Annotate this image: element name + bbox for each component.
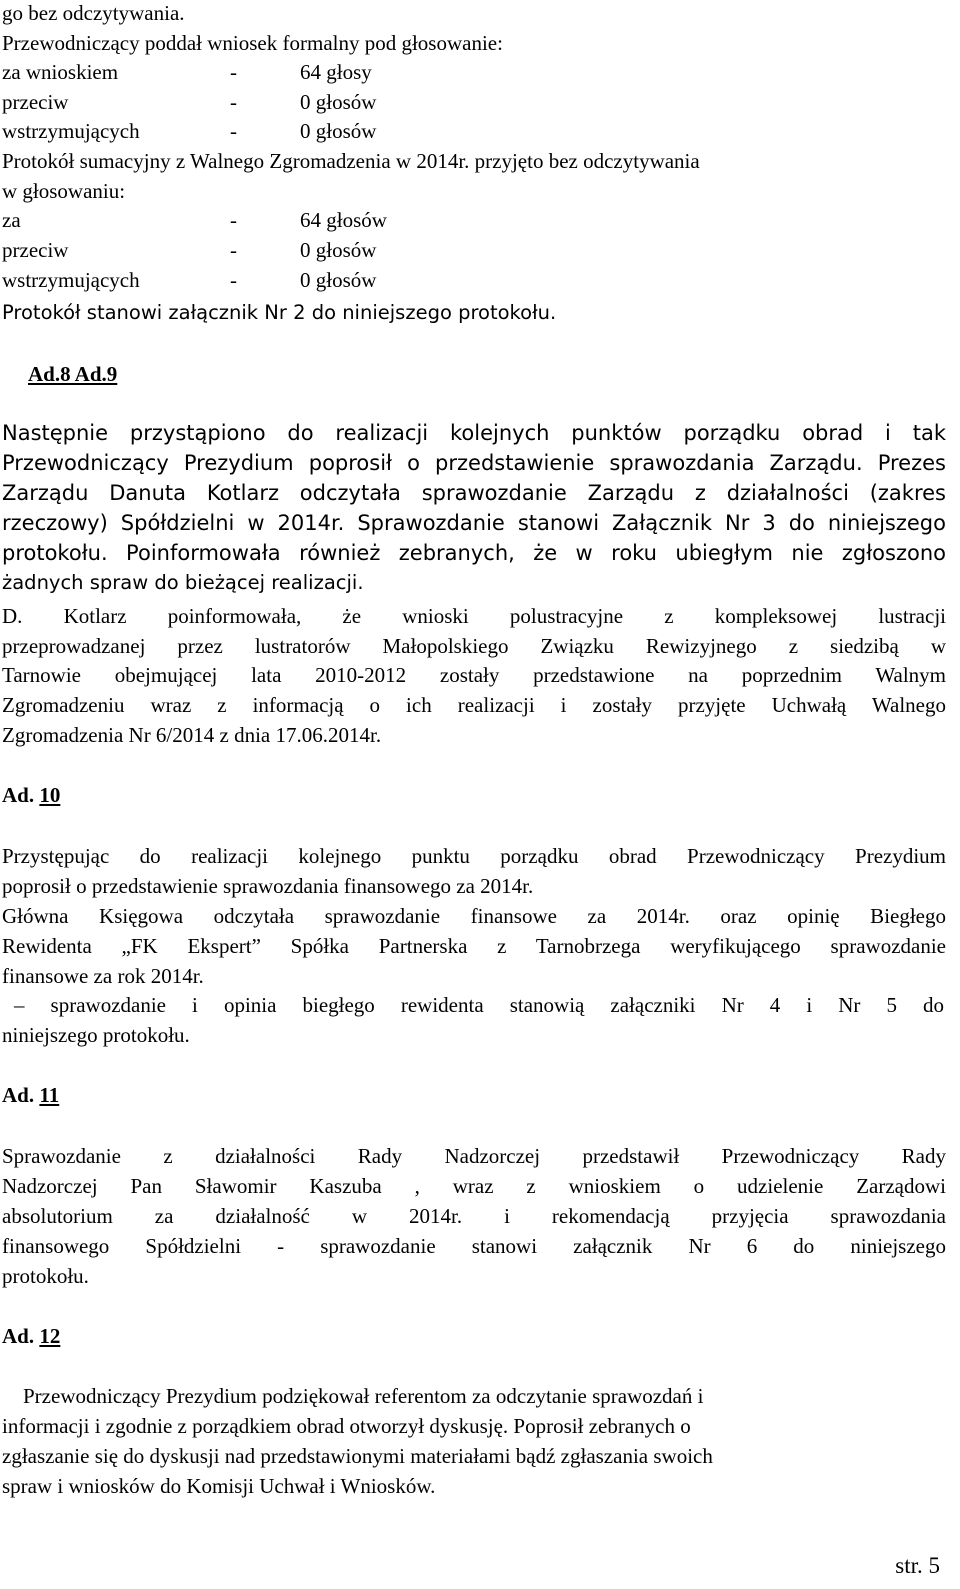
vote-value: 64 głosy	[300, 60, 372, 84]
vote-dash: -	[230, 60, 237, 84]
vote-label: za	[2, 208, 21, 232]
paragraph-line: poprosił o przedstawienie sprawozdania finansowego za 2014r.	[2, 874, 534, 898]
paragraph-line: Nadzorczej Pan Sławomir Kaszuba , wraz z wnioskiem o udzielenie Zarządowi	[2, 1174, 946, 1198]
paragraph-line: zgłaszanie się do dyskusji nad przedstawionymi materiałami bądź zgłaszania swoich	[2, 1444, 713, 1468]
paragraph-line: protokołu.	[2, 1264, 89, 1288]
section-heading-ad12: Ad. 12	[2, 1324, 61, 1348]
paragraph-line: Zgromadzenia Nr 6/2014 z dnia 17.06.2014r.	[2, 723, 382, 747]
section-heading-ad8-ad9: Ad.8 Ad.9	[28, 362, 118, 386]
vote-value: 0 głosów	[300, 268, 377, 292]
paragraph-line: spraw i wniosków do Komisji Uchwał i Wniosków.	[2, 1474, 436, 1498]
vote-label: przeciw	[2, 238, 69, 262]
page-number: str. 5	[895, 1553, 940, 1578]
paragraph-line: Rewidenta „FK Ekspert” Spółka Partnerska z Tarnobrzega weryfikującego sprawozdanie	[2, 934, 946, 958]
vote-dash: -	[230, 238, 237, 262]
text-line: w głosowaniu:	[2, 179, 126, 203]
paragraph-line: Przewodniczący Prezydium podziękował referentom za odczytanie sprawozdań i	[2, 1384, 704, 1408]
paragraph-line: niniejszego protokołu.	[2, 1023, 190, 1047]
vote-dash: -	[230, 268, 237, 292]
paragraph-line: rzeczowy) Spółdzielni w 2014r. Sprawozdanie stanowi Załącznik Nr 3 do niniejszego	[2, 511, 946, 535]
paragraph-line: D. Kotlarz poinformowała, że wnioski polustracyjne z kompleksowej lustracji	[2, 604, 946, 628]
vote-row	[2, 89, 602, 115]
vote-dash: -	[230, 119, 237, 143]
vote-dash: -	[230, 90, 237, 114]
vote-label: wstrzymujących	[2, 119, 140, 143]
paragraph-line: absolutorium za działalność w 2014r. i rekomendacją przyjęcia sprawozdania	[2, 1204, 946, 1228]
vote-row	[2, 207, 602, 233]
vote-row	[2, 237, 602, 263]
paragraph-line: finansowego Spółdzielni - sprawozdanie stanowi załącznik Nr 6 do niniejszego	[2, 1234, 946, 1258]
paragraph-line: Główna Księgowa odczytała sprawozdanie finansowe za 2014r. oraz opinię Biegłego	[2, 904, 946, 928]
section-heading-ad10: Ad. 10	[2, 783, 61, 807]
vote-row	[2, 267, 602, 293]
paragraph-line: przeprowadzanej przez lustratorów Małopolskiego Związku Rewizyjnego z siedzibą w	[2, 634, 946, 658]
vote-dash: -	[230, 208, 237, 232]
vote-value: 0 głosów	[300, 90, 377, 114]
text-line: go bez odczytywania.	[2, 1, 185, 25]
vote-row	[2, 118, 602, 144]
vote-row	[2, 59, 602, 85]
vote-label: wstrzymujących	[2, 268, 140, 292]
vote-label: za wnioskiem	[2, 60, 119, 84]
paragraph-line: Przewodniczący Prezydium poprosił o przedstawienie sprawozdania Zarządu. Prezes	[2, 451, 946, 475]
paragraph-line: Tarnowie obejmującej lata 2010-2012 zostały przedstawione na poprzednim Walnym	[2, 663, 946, 687]
section-heading-ad11: Ad. 11	[2, 1083, 60, 1107]
paragraph-line: – sprawozdanie i opinia biegłego rewidenta stanowią załączniki Nr 4 i Nr 5 do	[14, 993, 944, 1017]
vote-value: 64 głosów	[300, 208, 387, 232]
vote-value: 0 głosów	[300, 238, 377, 262]
paragraph-line: finansowe za rok 2014r.	[2, 964, 204, 988]
paragraph-line: Zgromadzeniu wraz z informacją o ich realizacji i zostały przyjęte Uchwałą Walnego	[2, 693, 946, 717]
vote-value: 0 głosów	[300, 119, 377, 143]
vote-label: przeciw	[2, 90, 69, 114]
text-line: Przewodniczący poddał wniosek formalny pod głosowanie:	[2, 31, 503, 55]
paragraph-line: żadnych spraw do bieżącej realizacji.	[2, 571, 364, 594]
text-line: Protokół stanowi załącznik Nr 2 do niniejszego protokołu.	[2, 301, 557, 324]
paragraph-line: informacji i zgodnie z porządkiem obrad otworzył dyskusję. Poprosił zebranych o	[2, 1414, 691, 1438]
paragraph-line: Przystępując do realizacji kolejnego punktu porządku obrad Przewodniczący Prezydium	[2, 844, 946, 868]
paragraph-line: Sprawozdanie z działalności Rady Nadzorczej przedstawił Przewodniczący Rady	[2, 1144, 946, 1168]
text-line: Protokół sumacyjny z Walnego Zgromadzenia w 2014r. przyjęto bez odczytywania	[2, 149, 700, 173]
paragraph-line: protokołu. Poinformowała również zebranych, że w roku ubiegłym nie zgłoszono	[2, 541, 946, 565]
paragraph-line: Zarządu Danuta Kotlarz odczytała sprawozdanie Zarządu z działalności (zakres	[2, 481, 946, 505]
paragraph-line: Następnie przystąpiono do realizacji kolejnych punktów porządku obrad i tak	[2, 421, 946, 445]
